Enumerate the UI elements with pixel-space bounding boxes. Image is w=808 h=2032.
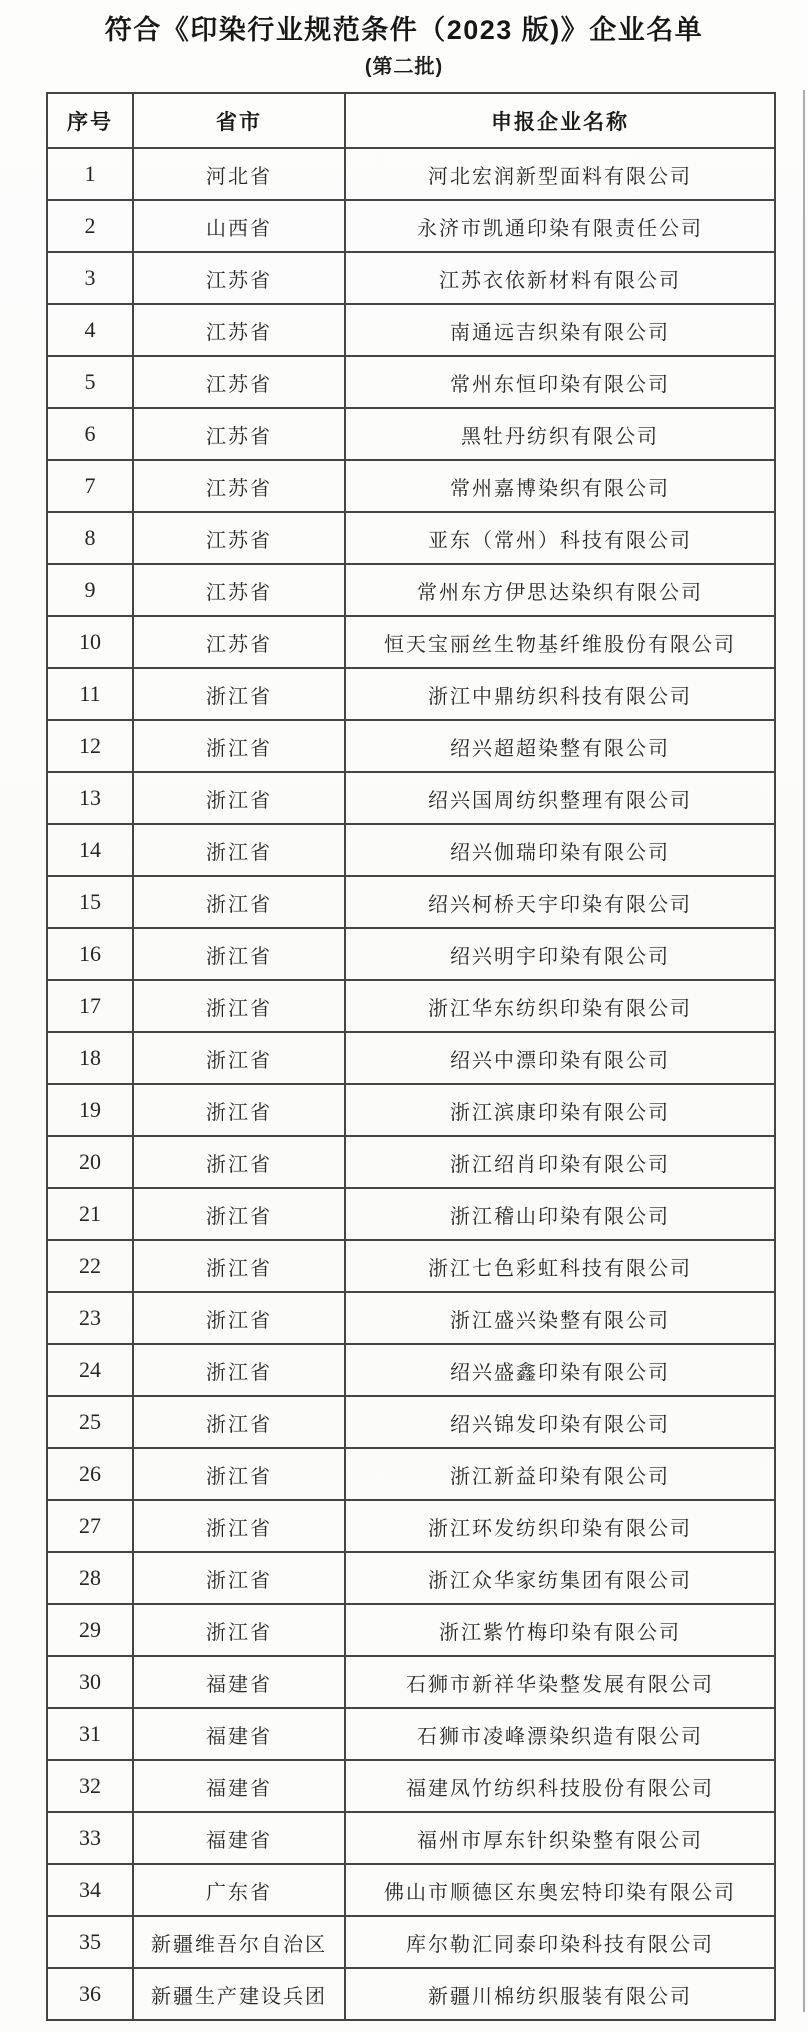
row-province: 浙江省 (133, 1136, 345, 1188)
row-company-name: 绍兴柯桥天宇印染有限公司 (345, 876, 775, 928)
table-row (47, 1708, 775, 1760)
row-serial-number: 25 (47, 1396, 133, 1448)
row-province: 江苏省 (133, 512, 345, 564)
row-serial-number: 17 (47, 980, 133, 1032)
row-province: 浙江省 (133, 1188, 345, 1240)
table-row (47, 772, 775, 824)
page-subtitle: (第二批) (364, 56, 444, 78)
row-company-name: 新疆川棉纺织服装有限公司 (345, 1968, 775, 2020)
row-province: 浙江省 (133, 1084, 345, 1136)
table-row (47, 408, 775, 460)
row-serial-number: 33 (47, 1812, 133, 1864)
row-serial-number: 7 (47, 460, 133, 512)
row-serial-number: 24 (47, 1344, 133, 1396)
row-serial-number: 34 (47, 1864, 133, 1916)
row-province: 新疆生产建设兵团 (133, 1968, 345, 2020)
row-serial-number: 29 (47, 1604, 133, 1656)
row-company-name: 佛山市顺德区东奥宏特印染有限公司 (345, 1864, 775, 1916)
header-province: 省市 (133, 93, 345, 148)
table-row (47, 668, 775, 720)
row-serial-number: 27 (47, 1500, 133, 1552)
row-serial-number: 28 (47, 1552, 133, 1604)
table-row (47, 980, 775, 1032)
row-company-name: 绍兴中漂印染有限公司 (345, 1032, 775, 1084)
table-row (47, 1032, 775, 1084)
row-company-name: 常州东方伊思达染织有限公司 (345, 564, 775, 616)
table-row (47, 1084, 775, 1136)
row-province: 浙江省 (133, 1344, 345, 1396)
row-company-name: 绍兴国周纺织整理有限公司 (345, 772, 775, 824)
table-row (47, 1396, 775, 1448)
row-company-name: 绍兴明宇印染有限公司 (345, 928, 775, 980)
row-province: 浙江省 (133, 928, 345, 980)
table-row (47, 1240, 775, 1292)
table-row (47, 1344, 775, 1396)
row-province: 广东省 (133, 1864, 345, 1916)
table-row (47, 1968, 775, 2020)
row-province: 河北省 (133, 148, 345, 200)
row-province: 浙江省 (133, 1604, 345, 1656)
row-serial-number: 12 (47, 720, 133, 772)
row-company-name: 浙江七色彩虹科技有限公司 (345, 1240, 775, 1292)
row-company-name: 浙江众华家纺集团有限公司 (345, 1552, 775, 1604)
row-company-name: 浙江紫竹梅印染有限公司 (345, 1604, 775, 1656)
row-province: 福建省 (133, 1812, 345, 1864)
row-province: 江苏省 (133, 252, 345, 304)
row-serial-number: 11 (47, 668, 133, 720)
row-serial-number: 2 (47, 200, 133, 252)
row-company-name: 绍兴盛鑫印染有限公司 (345, 1344, 775, 1396)
row-company-name: 浙江新益印染有限公司 (345, 1448, 775, 1500)
table-row (47, 1916, 775, 1968)
table-row (47, 512, 775, 564)
row-company-name: 绍兴超超染整有限公司 (345, 720, 775, 772)
row-province: 浙江省 (133, 1240, 345, 1292)
table-row (47, 460, 775, 512)
table-row (47, 1604, 775, 1656)
row-province: 浙江省 (133, 1552, 345, 1604)
row-province: 浙江省 (133, 980, 345, 1032)
row-province: 江苏省 (133, 304, 345, 356)
row-serial-number: 4 (47, 304, 133, 356)
row-province: 浙江省 (133, 772, 345, 824)
row-company-name: 福建凤竹纺织科技股份有限公司 (345, 1760, 775, 1812)
table-row (47, 1500, 775, 1552)
table-row (47, 1188, 775, 1240)
row-company-name: 浙江中鼎纺织科技有限公司 (345, 668, 775, 720)
table-row (47, 1292, 775, 1344)
row-serial-number: 18 (47, 1032, 133, 1084)
table-row (47, 1552, 775, 1604)
table-row (47, 564, 775, 616)
row-province: 福建省 (133, 1708, 345, 1760)
row-serial-number: 8 (47, 512, 133, 564)
row-company-name: 浙江绍肖印染有限公司 (345, 1136, 775, 1188)
row-serial-number: 13 (47, 772, 133, 824)
row-province: 新疆维吾尔自治区 (133, 1916, 345, 1968)
table-row (47, 824, 775, 876)
table-row (47, 616, 775, 668)
table-header (47, 93, 775, 148)
table-row (47, 1448, 775, 1500)
row-serial-number: 35 (47, 1916, 133, 1968)
row-serial-number: 16 (47, 928, 133, 980)
row-province: 浙江省 (133, 1032, 345, 1084)
row-serial-number: 20 (47, 1136, 133, 1188)
row-company-name: 浙江环发纺织印染有限公司 (345, 1500, 775, 1552)
page-title: 符合《印染行业规范条件（2023 版)》企业名单 (104, 15, 704, 45)
row-serial-number: 10 (47, 616, 133, 668)
row-province: 福建省 (133, 1760, 345, 1812)
row-province: 浙江省 (133, 876, 345, 928)
row-company-name: 浙江滨康印染有限公司 (345, 1084, 775, 1136)
row-company-name: 浙江盛兴染整有限公司 (345, 1292, 775, 1344)
enterprise-table (46, 92, 776, 2021)
table-row (47, 1812, 775, 1864)
table-row (47, 356, 775, 408)
row-serial-number: 14 (47, 824, 133, 876)
row-company-name: 福州市厚东针织染整有限公司 (345, 1812, 775, 1864)
row-province: 浙江省 (133, 1500, 345, 1552)
row-province: 江苏省 (133, 408, 345, 460)
row-serial-number: 5 (47, 356, 133, 408)
row-province: 江苏省 (133, 460, 345, 512)
row-province: 浙江省 (133, 720, 345, 772)
row-company-name: 浙江华东纺织印染有限公司 (345, 980, 775, 1032)
row-province: 江苏省 (133, 616, 345, 668)
table-row (47, 304, 775, 356)
row-province: 江苏省 (133, 564, 345, 616)
row-province: 浙江省 (133, 1396, 345, 1448)
scan-edge-artifact (803, 90, 805, 2012)
table-row (47, 876, 775, 928)
table-body (47, 148, 775, 2020)
row-province: 山西省 (133, 200, 345, 252)
row-serial-number: 15 (47, 876, 133, 928)
table-row (47, 252, 775, 304)
row-serial-number: 1 (47, 148, 133, 200)
row-company-name: 黑牡丹纺织有限公司 (345, 408, 775, 460)
row-province: 浙江省 (133, 668, 345, 720)
row-company-name: 浙江稽山印染有限公司 (345, 1188, 775, 1240)
row-company-name: 绍兴锦发印染有限公司 (345, 1396, 775, 1448)
row-company-name: 江苏衣依新材料有限公司 (345, 252, 775, 304)
row-company-name: 南通远吉织染有限公司 (345, 304, 775, 356)
row-serial-number: 21 (47, 1188, 133, 1240)
row-province: 江苏省 (133, 356, 345, 408)
header-serial-number: 序号 (47, 93, 133, 148)
table-row (47, 928, 775, 980)
row-province: 浙江省 (133, 1448, 345, 1500)
row-serial-number: 31 (47, 1708, 133, 1760)
row-company-name: 库尔勒汇同泰印染科技有限公司 (345, 1916, 775, 1968)
row-company-name: 绍兴伽瑞印染有限公司 (345, 824, 775, 876)
row-serial-number: 3 (47, 252, 133, 304)
table-row (47, 1656, 775, 1708)
table-row (47, 148, 775, 200)
row-province: 浙江省 (133, 824, 345, 876)
row-company-name: 亚东（常州）科技有限公司 (345, 512, 775, 564)
row-serial-number: 30 (47, 1656, 133, 1708)
table-row (47, 1760, 775, 1812)
row-serial-number: 36 (47, 1968, 133, 2020)
row-province: 福建省 (133, 1656, 345, 1708)
row-serial-number: 32 (47, 1760, 133, 1812)
table-row (47, 720, 775, 772)
row-company-name: 常州嘉博染织有限公司 (345, 460, 775, 512)
table-row (47, 1864, 775, 1916)
row-province: 浙江省 (133, 1292, 345, 1344)
row-company-name: 石狮市凌峰漂染织造有限公司 (345, 1708, 775, 1760)
row-serial-number: 9 (47, 564, 133, 616)
row-serial-number: 22 (47, 1240, 133, 1292)
row-company-name: 河北宏润新型面料有限公司 (345, 148, 775, 200)
row-company-name: 常州东恒印染有限公司 (345, 356, 775, 408)
table-row (47, 200, 775, 252)
header-row (47, 93, 775, 148)
row-company-name: 恒天宝丽丝生物基纤维股份有限公司 (345, 616, 775, 668)
header-company-name: 申报企业名称 (345, 93, 775, 148)
row-serial-number: 23 (47, 1292, 133, 1344)
row-serial-number: 19 (47, 1084, 133, 1136)
row-serial-number: 6 (47, 408, 133, 460)
row-company-name: 石狮市新祥华染整发展有限公司 (345, 1656, 775, 1708)
row-serial-number: 26 (47, 1448, 133, 1500)
row-company-name: 永济市凯通印染有限责任公司 (345, 200, 775, 252)
table-row (47, 1136, 775, 1188)
